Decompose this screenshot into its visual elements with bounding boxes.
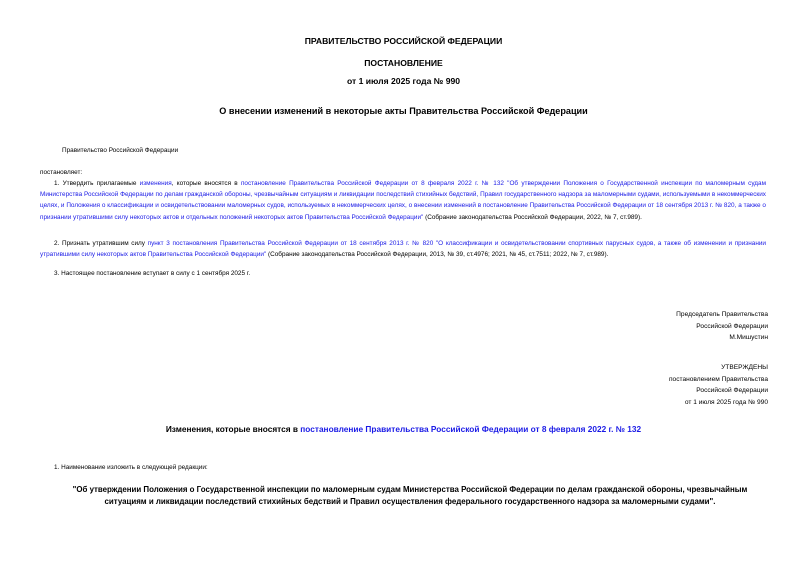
paragraph-1-text-b: , которые вносятся в bbox=[171, 180, 241, 187]
approval-block bbox=[580, 362, 768, 408]
issuer-text: Правительство Российской Федерации bbox=[62, 147, 179, 154]
approval-line-3: Российской Федерации bbox=[696, 387, 768, 395]
signature-block bbox=[580, 309, 768, 344]
new-title-quote: "Об утверждении Положения о Государственной инспекции по маломерным судам Министерства Российской Федерации по делам гражданской обороны, чрезвычайным ситуациям и ликвидации последствий стихийных бедствий и Правил осуществления федерального государственного надзора за маломерными судами". bbox=[72, 485, 748, 507]
paragraph-3: 3. Настоящее постановление вступает в силу с 1 сентября 2025 г. bbox=[54, 270, 251, 277]
changes-title-prefix: Изменения, которые вносятся в bbox=[165, 424, 301, 434]
signature-name: М.Мишустин bbox=[729, 334, 768, 342]
paragraph-2-text-b: (Собрание законодательства Российской Федерации, 2013, № 39, ст.4976; 2021, № 45, ст.7511; 2022, № 7, ст.989). bbox=[266, 251, 609, 259]
changes-title-link[interactable]: постановление Правительства Российской Федерации от 8 февраля 2022 г. № 132 bbox=[300, 424, 642, 434]
document-title: О внесении изменений в некоторые акты Правительства Российской Федерации bbox=[219, 106, 588, 116]
changes-link[interactable]: изменения bbox=[139, 180, 172, 187]
document-type: ПОСТАНОВЛЕНИЕ bbox=[364, 58, 443, 68]
government-heading: ПРАВИТЕЛЬСТВО РОССИЙСКОЙ ФЕДЕРАЦИИ bbox=[304, 36, 503, 46]
paragraph-1-text-c: (Собрание законодательства Российской Федерации, 2022, № 7, ст.989). bbox=[423, 213, 642, 221]
paragraph-2-text-a: 2. Признать утратившим силу bbox=[54, 240, 148, 247]
document-date-number: от 1 июля 2025 года № 990 bbox=[346, 76, 461, 86]
resolution-132-link[interactable]: постановление Правительства Российской Федерации от 8 февраля 2022 г. № 132 "Об утверждении Положения о Государственной инспекции по маломерным судам Министерства Российской Федерации по делам гражданской обороны, чрезвычайным ситуациям и ликвидации последствий стихийных бедствий, Правил государственного надзора за маломерными судами, используемыми в некоммерческих целях, и Положения о классификации и освидетельствовании маломерных судов, используемых в некоммерческих целях, о внесении изменений в постановление Правительства Российской Федерации от 18 сентября 2013 г. № 820, а также о признании утратившими силу некоторых актов и отдельных положений некоторых актов Правительства Российской Федерации" bbox=[40, 180, 766, 221]
approval-line-2: постановлением Правительства bbox=[668, 375, 768, 383]
paragraph-1-text-a: 1. Утвердить прилагаемые bbox=[54, 180, 140, 187]
signature-position: Председатель Правительства bbox=[676, 311, 768, 318]
resolves-text: постановляет: bbox=[40, 169, 83, 176]
resolution-820-link[interactable]: пункт 3 постановления Правительства Российской Федерации от 18 сентября 2013 г. № 820 "О классификации и освидетельствовании спортивных парусных судов, а также об изменении и признании утратившими силу некоторых актов Правительства Российской Федерации" bbox=[40, 240, 766, 259]
changes-title bbox=[0, 424, 807, 434]
change-item-1: 1. Наименование изложить в следующей редакции: bbox=[54, 464, 208, 471]
approval-heading: УТВЕРЖДЕНЫ bbox=[721, 364, 768, 371]
signature-org: Российской Федерации bbox=[696, 322, 768, 330]
paragraph-1 bbox=[40, 178, 766, 223]
approval-line-4: от 1 июля 2025 года № 990 bbox=[684, 398, 768, 406]
paragraph-2 bbox=[40, 238, 766, 260]
